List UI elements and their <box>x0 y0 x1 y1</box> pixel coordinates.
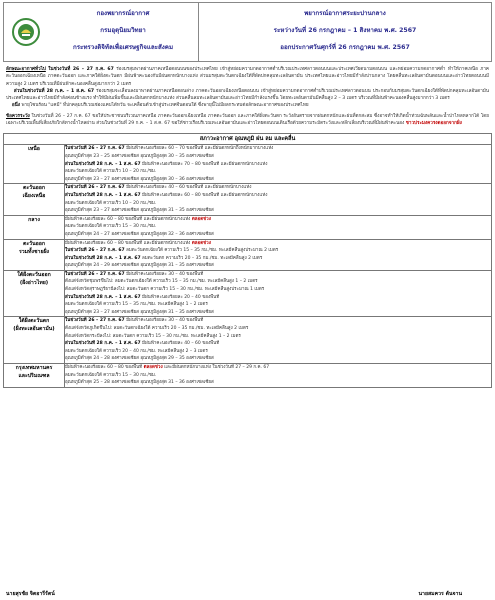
forecast-text: ลมตะวันตกเฉียงใต้ ความเร็ว 10 – 20 กม./ชม. <box>65 169 157 175</box>
region-cell <box>4 317 65 364</box>
signature-footer <box>6 590 486 598</box>
forecast-text: อุณหภูมิต่ำสุด 23 – 27 องศาเซลเซียส อุณหภูมิสูงสุด 30 – 36 องศาเซลเซียส <box>65 176 214 182</box>
table-row <box>4 145 492 184</box>
forecast-line <box>65 200 491 208</box>
period-label: ส่วนในช่วงวันที่ 28 ก.ค. – 1 ส.ค. 67 <box>65 255 141 261</box>
paragraph-text: ในช่วงวันที่ 26 – 27 ก.ค. 67 ขอให้ประชาชนบริเวณภาคเหนือ ภาคตะวันออกเฉียงเหนือ ภาคตะวันออก และภาคใต้ฝั่งตะวันตก ระวังอันตรายจากฝนตกหนักและฝนที่ตกสะสม ซึ่งอาจทำให้เกิดน้ำท่วมฉับพลันและน้ำป่าไหลหลากได้ โดยเฉพาะบริเวณพื้นที่เสี่ยงภัยใกล้ทางน้ำไหลผ่าน ส่วนในช่วงวันที่ 29 ก.ค. – 1 ส.ค. 67 ขอให้ชาวเรือบริเวณทะเลอันดามันและอ่าวไทยตอนบนเดินเรือด้วยความระมัดระวังและหลีกเลี่ยงบริเวณที่มีฝนฟ้าคะนอง <box>6 113 489 127</box>
forecast-cell <box>65 364 492 388</box>
agency-line: กองพยากรณ์อากาศ <box>96 10 150 17</box>
region-cell <box>4 270 65 317</box>
period-label: ส่วนในช่วงวันที่ 28 ก.ค. – 1 ส.ค. 67 <box>65 341 141 347</box>
forecast-cell <box>65 239 492 270</box>
forecast-line <box>65 192 491 200</box>
forecast-line <box>65 355 491 363</box>
forecast-line <box>65 216 491 224</box>
period-label: ส่วนในช่วงวันที่ 28 ก.ค. – 1 ส.ค. 67 <box>65 192 141 198</box>
forecast-text: ลมตะวันตกเฉียงใต้ ความเร็ว 15 – 35 กม./ชม. ทะเลมีคลื่นสูง 1 – 2 เมตร <box>65 302 208 308</box>
forecast-line <box>65 340 491 348</box>
forecast-text: ตั้งแต่จังหวัดภูเก็ตขึ้นไป: ลมตะวันตกเฉียงใต้ ความเร็ว 20 – 35 กม./ชม. ทะเลมีคลื่นสูง 2 เมตร <box>65 326 249 332</box>
forecast-text: ตั้งแต่จังหวัดกระบี่ลงไป: ลมตะวันตก ความเร็ว 15 – 30 กม./ชม. ทะเลมีคลื่นสูง 1 – 2 เมตร <box>65 333 241 339</box>
forecast-line <box>65 255 491 263</box>
table-row <box>4 184 492 215</box>
agency-block <box>48 3 199 61</box>
period-label: ส่วนในช่วงวันที่ 28 ก.ค. – 1 ส.ค. 67 <box>13 88 95 94</box>
region-name: เหนือ <box>28 146 40 153</box>
table-row <box>4 317 492 364</box>
region-cell <box>4 145 65 184</box>
forecast-line <box>65 309 491 317</box>
forecast-line <box>65 294 491 302</box>
forecast-line <box>65 231 491 239</box>
agency-line: กรมอุตุนิยมวิทยา <box>100 27 146 34</box>
forecast-text: มีฝนฟ้าคะนองร้อยละ 60 – 80 ของพื้นที่ และมีฝนตกหนักบางแห่ง <box>65 216 192 222</box>
forecast-text: อุณหภูมิต่ำสุด 24 – 29 องศาเซลเซียส อุณหภูมิสูงสุด 31 – 35 องศาเซลเซียส <box>65 263 214 269</box>
forecast-line <box>65 262 491 270</box>
table-row <box>4 364 492 388</box>
forecast-title: พยากรณ์อากาศระยะปานกลาง <box>304 10 386 17</box>
signatory-right: นายสมควร ต้นจาน <box>418 591 462 597</box>
period-label: ในช่วงวันที่ 26 – 27 ก.ค. 67 <box>65 318 125 324</box>
paragraph-text: ร่องมรสุมจะเลื่อนลงมาพาดผ่านภาคเหนือตอนล่าง ภาคตะวันออกเฉียงเหนือตอนบน เข้าสู่หย่อมความกดอากาศต่ำบริเวณประเทศลาวตอนบน ประกอบกับมรสุมตะวันตกเฉียงใต้ที่พัดปกคลุมทะเลอันดามัน ประเทศไทยและอ่าวไทยมีกำลังค่อนข้างแรง ทำให้มีฝนเพิ่มขึ้นและมีฝนตกหนักบางแห่ง ส่วนคลื่นลมทะเลอันดามันและอ่าวไทยมีกำลังแรงขึ้น โดยทะเลอันดามันมีคลื่นสูง 2 – 3 เมตร บริเวณที่มีฝนฟ้าคะนองคลื่นสูงมากกว่า 3 เมตร <box>6 88 490 102</box>
table-row <box>4 270 492 317</box>
forecast-text: มีฝนฟ้าคะนองร้อยละ 60 – 80 ของพื้นที่ และมีฝนตกหนักบางแห่ง <box>65 240 192 246</box>
note-text: พายุโซนร้อน "แคมี" ที่ปกคลุมบริเวณช่องแคบไต้หวัน จะเคลื่อนตัวเข้าสู่ประเทศจีนตอนใต้ ซึ่งพายุนี้ไม่มีผลกระทบต่อลักษณะอากาศของประเทศไทย <box>20 103 309 109</box>
region-name: รวมทั้งชายฝั่ง <box>18 248 50 255</box>
highlight-text: ตลอดช่วง <box>191 216 211 222</box>
table-title: สภาวะอากาศ อุณหภูมิ ฝน ลม และคลื่น <box>4 134 492 145</box>
forecast-line <box>65 240 491 248</box>
forecast-line <box>65 247 491 255</box>
forecast-text: มีฝนฟ้าคะนองร้อยละ 20 – 40 ของพื้นที่ <box>140 294 220 300</box>
period-label: ในช่วงวันที่ 26 – 27 ก.ค. 67 <box>65 185 125 191</box>
region-name: ใต้ฝั่งตะวันตก <box>18 318 50 325</box>
forecast-line <box>65 364 491 372</box>
forecast-cell <box>65 215 492 239</box>
region-name: และปริมณฑล <box>18 373 50 379</box>
forecast-line <box>65 153 491 161</box>
region-name: (ฝั่งอ่าวไทย) <box>19 279 49 286</box>
issue-date: ออกประกาศวันศุกร์ที่ 26 กรกฎาคม พ.ศ. 2567 <box>280 44 410 51</box>
forecast-line <box>65 271 491 279</box>
region-cell <box>4 215 65 239</box>
forecast-line <box>65 317 491 325</box>
forecast-table-body <box>4 145 492 387</box>
table-row <box>4 215 492 239</box>
forecast-line <box>65 223 491 231</box>
forecast-line <box>65 278 491 286</box>
forecast-line <box>65 145 491 153</box>
forecast-text: มีฝนฟ้าคะนองร้อยละ 40 – 60 ของพื้นที่ <box>140 341 220 347</box>
section-heading: ข้อควรระวัง <box>6 113 30 119</box>
section-heading: ลักษณะอากาศทั่วไป <box>6 67 46 72</box>
forecast-text: อุณหภูมิต่ำสุด 23 – 25 องศาเซลเซียส อุณหภูมิสูงสุด 30 – 35 องศาเซลเซียส <box>65 153 214 159</box>
tmd-logo-icon <box>4 3 48 61</box>
highlight-text: ตลอดช่วง <box>191 240 211 246</box>
forecast-cell <box>65 145 492 184</box>
period-label: ในช่วงวันที่ 26 – 27 ก.ค. 67 <box>65 248 125 254</box>
forecast-line <box>65 372 491 380</box>
forecast-line <box>65 379 491 387</box>
forecast-text: มีฝนฟ้าคะนองร้อยละ 60 – 80 ของพื้นที่ <box>65 365 144 370</box>
region-cell <box>4 184 65 215</box>
note-label: อนึ่ง <box>11 103 20 109</box>
forecast-text: มีฝนฟ้าคะนองร้อยละ 30 – 40 ของพื้นที่ <box>124 271 204 277</box>
region-name: เฉียงเหนือ <box>22 193 46 200</box>
forecast-text: อุณหภูมิต่ำสุด 25 – 28 องศาเซลเซียส อุณหภูมิสูงสุด 31 – 36 องศาเซลเซียส <box>65 380 214 386</box>
forecast-text: อุณหภูมิต่ำสุด 23 – 27 องศาเซลเซียส อุณหภูมิสูงสุด 31 – 35 องศาเซลเซียส <box>65 208 214 214</box>
forecast-line <box>65 286 491 294</box>
region-name: ตะวันออก <box>23 185 45 192</box>
forecast-text: ลมตะวันตกเฉียงใต้ ความเร็ว 15 – 35 กม./ชม. ทะเลมีคลื่นสูงประมาณ 2 เมตร <box>124 248 279 254</box>
period-label: ส่วนในช่วงวันที่ 28 ก.ค. – 1 ส.ค. 67 <box>65 161 141 167</box>
period-label: ในช่วงวันที่ 26 – 27 ก.ค. 67 <box>48 67 114 72</box>
table-row <box>4 239 492 270</box>
forecast-text: ตั้งแต่จังหวัดสุราษฎร์ธานีลงไป: ลมตะวันตก ความเร็ว 15 – 30 กม./ชม. ทะเลมีคลื่นสูงประมาณ 1 เมตร <box>65 287 265 293</box>
region-cell <box>4 239 65 270</box>
forecast-text: มีฝนฟ้าคะนองร้อยละ 30 – 40 ของพื้นที่ <box>124 318 204 324</box>
region-name: กลาง <box>28 216 40 223</box>
forecast-text: ลมตะวันตกเฉียงใต้ ความเร็ว 20 – 40 กม./ชม. ทะเลมีคลื่นสูง 2 – 3 เมตร <box>65 348 208 354</box>
forecast-line <box>65 301 491 309</box>
region-name: (ฝั่งทะเลอันดามัน) <box>13 326 55 333</box>
forecast-cell <box>65 270 492 317</box>
general-weather-paragraph <box>3 66 492 110</box>
forecast-text: มีฝนฟ้าคะนองร้อยละ 70 – 80 ของพื้นที่ และมีฝนตกหนักบางแห่ง <box>140 161 268 167</box>
forecast-text: อุณหภูมิต่ำสุด 23 – 27 องศาเซลเซียส อุณหภูมิสูงสุด 31 – 35 องศาเซลเซียส <box>65 309 214 315</box>
forecast-line <box>65 168 491 176</box>
document-page <box>3 2 492 388</box>
document-header <box>3 2 492 62</box>
highlight-text: ตลอดช่วง <box>143 365 163 370</box>
forecast-line <box>65 348 491 356</box>
region-name: ใต้ฝั่งตะวันออก <box>17 271 51 278</box>
forecast-text: ลมตะวันตกเฉียงใต้ ความเร็ว 10 – 20 กม./ชม. <box>65 200 157 206</box>
region-name: กรุงเทพมหานคร <box>15 365 53 371</box>
forecast-line <box>65 207 491 215</box>
forecast-table <box>3 133 492 387</box>
period-label: ในช่วงวันที่ 26 – 27 ก.ค. 67 <box>65 146 125 152</box>
period-label: ส่วนในช่วงวันที่ 28 ก.ค. – 1 ส.ค. 67 <box>65 294 141 300</box>
forecast-line <box>65 161 491 169</box>
forecast-cell <box>65 317 492 364</box>
caution-tail: ชาวประมงควรงดออกจากฝั่ง <box>405 121 462 127</box>
period-label: ในช่วงวันที่ 26 – 27 ก.ค. 67 <box>65 271 125 277</box>
paragraph-text: ร่องมรสุมพาดผ่านภาคเหนือตอนบนของประเทศไทย เข้าสู่หย่อมความกดอากาศต่ำบริเวณประเทศลาวตอนบนและประเทศเวียดนามตอนบน และหย่อมความกดอากาศต่ำ ทำให้ภาคเหนือ ภาคตะวันออกเฉียงเหนือ ภาคตะวันออก และภาคใต้ฝั่งตะวันตก มีฝนฟ้าคะนองกับมีฝนตกหนักบางแห่ง ส่วนมรสุมตะวันตกเฉียงใต้ที่พัดปกคลุมทะเลอันดามัน ประเทศไทยและอ่าวไทยมีกำลังปานกลาง โดยคลื่นทะเลอันดามันตอนบนและอ่าวไทยตอนบนมีความสูง 2 เมตร บริเวณที่มีฝนฟ้าคะนองคลื่นสูงมากกว่า 2 เมตร <box>6 67 489 87</box>
forecast-line <box>65 184 491 192</box>
forecast-line <box>65 333 491 341</box>
forecast-title-block <box>199 3 491 61</box>
forecast-text: มีฝนฟ้าคะนองร้อยละ 40 – 60 ของพื้นที่ และมีฝนตกหนักบางแห่ง <box>124 185 252 191</box>
signatory-left: นายสุรชัย จิตอารีรัตน์ <box>6 591 55 597</box>
forecast-text: ลมตะวันตก ความเร็ว 20 – 35 กม./ชม. ทะเลมีคลื่นสูง 2 เมตร <box>140 255 263 261</box>
forecast-line <box>65 176 491 184</box>
forecast-text: ลมตะวันตกเฉียงใต้ ความเร็ว 15 – 30 กม./ชม. <box>65 224 157 230</box>
forecast-text: อุณหภูมิต่ำสุด 24 – 28 องศาเซลเซียส อุณหภูมิสูงสุด 29 – 35 องศาเซลเซียส <box>65 356 214 362</box>
region-name: ตะวันออก <box>23 240 45 247</box>
forecast-text: มีฝนฟ้าคะนองร้อยละ 60 – 70 ของพื้นที่ และมีฝนตกหนักถึงหนักมากบางแห่ง <box>124 146 274 152</box>
forecast-text: และมีฝนตกหนักบางแห่ง ในช่วงวันที่ 27 – 29 ก.ค. 67 <box>162 365 270 370</box>
forecast-cell <box>65 184 492 215</box>
forecast-text: ลมตะวันตกเฉียงใต้ ความเร็ว 15 – 30 กม./ชม. <box>65 372 157 378</box>
forecast-text: อุณหภูมิต่ำสุด 24 – 27 องศาเซลเซียส อุณหภูมิสูงสุด 32 – 36 องศาเซลเซียส <box>65 231 214 237</box>
forecast-text: ตั้งแต่จังหวัดชุมพรขึ้นไป: ลมตะวันตกเฉียงใต้ ความเร็ว 15 – 35 กม./ชม. ทะเลมีคลื่นสูง 1 – 2 เมตร <box>65 279 258 285</box>
region-cell <box>4 364 65 388</box>
agency-line: กระทรวงดิจิทัลเพื่อเศรษฐกิจและสังคม <box>72 44 174 51</box>
caution-paragraph <box>3 113 492 128</box>
forecast-period: ระหว่างวันที่ 26 กรกฎาคม – 1 สิงหาคม พ.ศ. 2567 <box>273 27 417 34</box>
forecast-text: มีฝนฟ้าคะนองร้อยละ 60 – 80 ของพื้นที่ และมีฝนตกหนักบางแห่ง <box>140 192 268 198</box>
forecast-line <box>65 325 491 333</box>
